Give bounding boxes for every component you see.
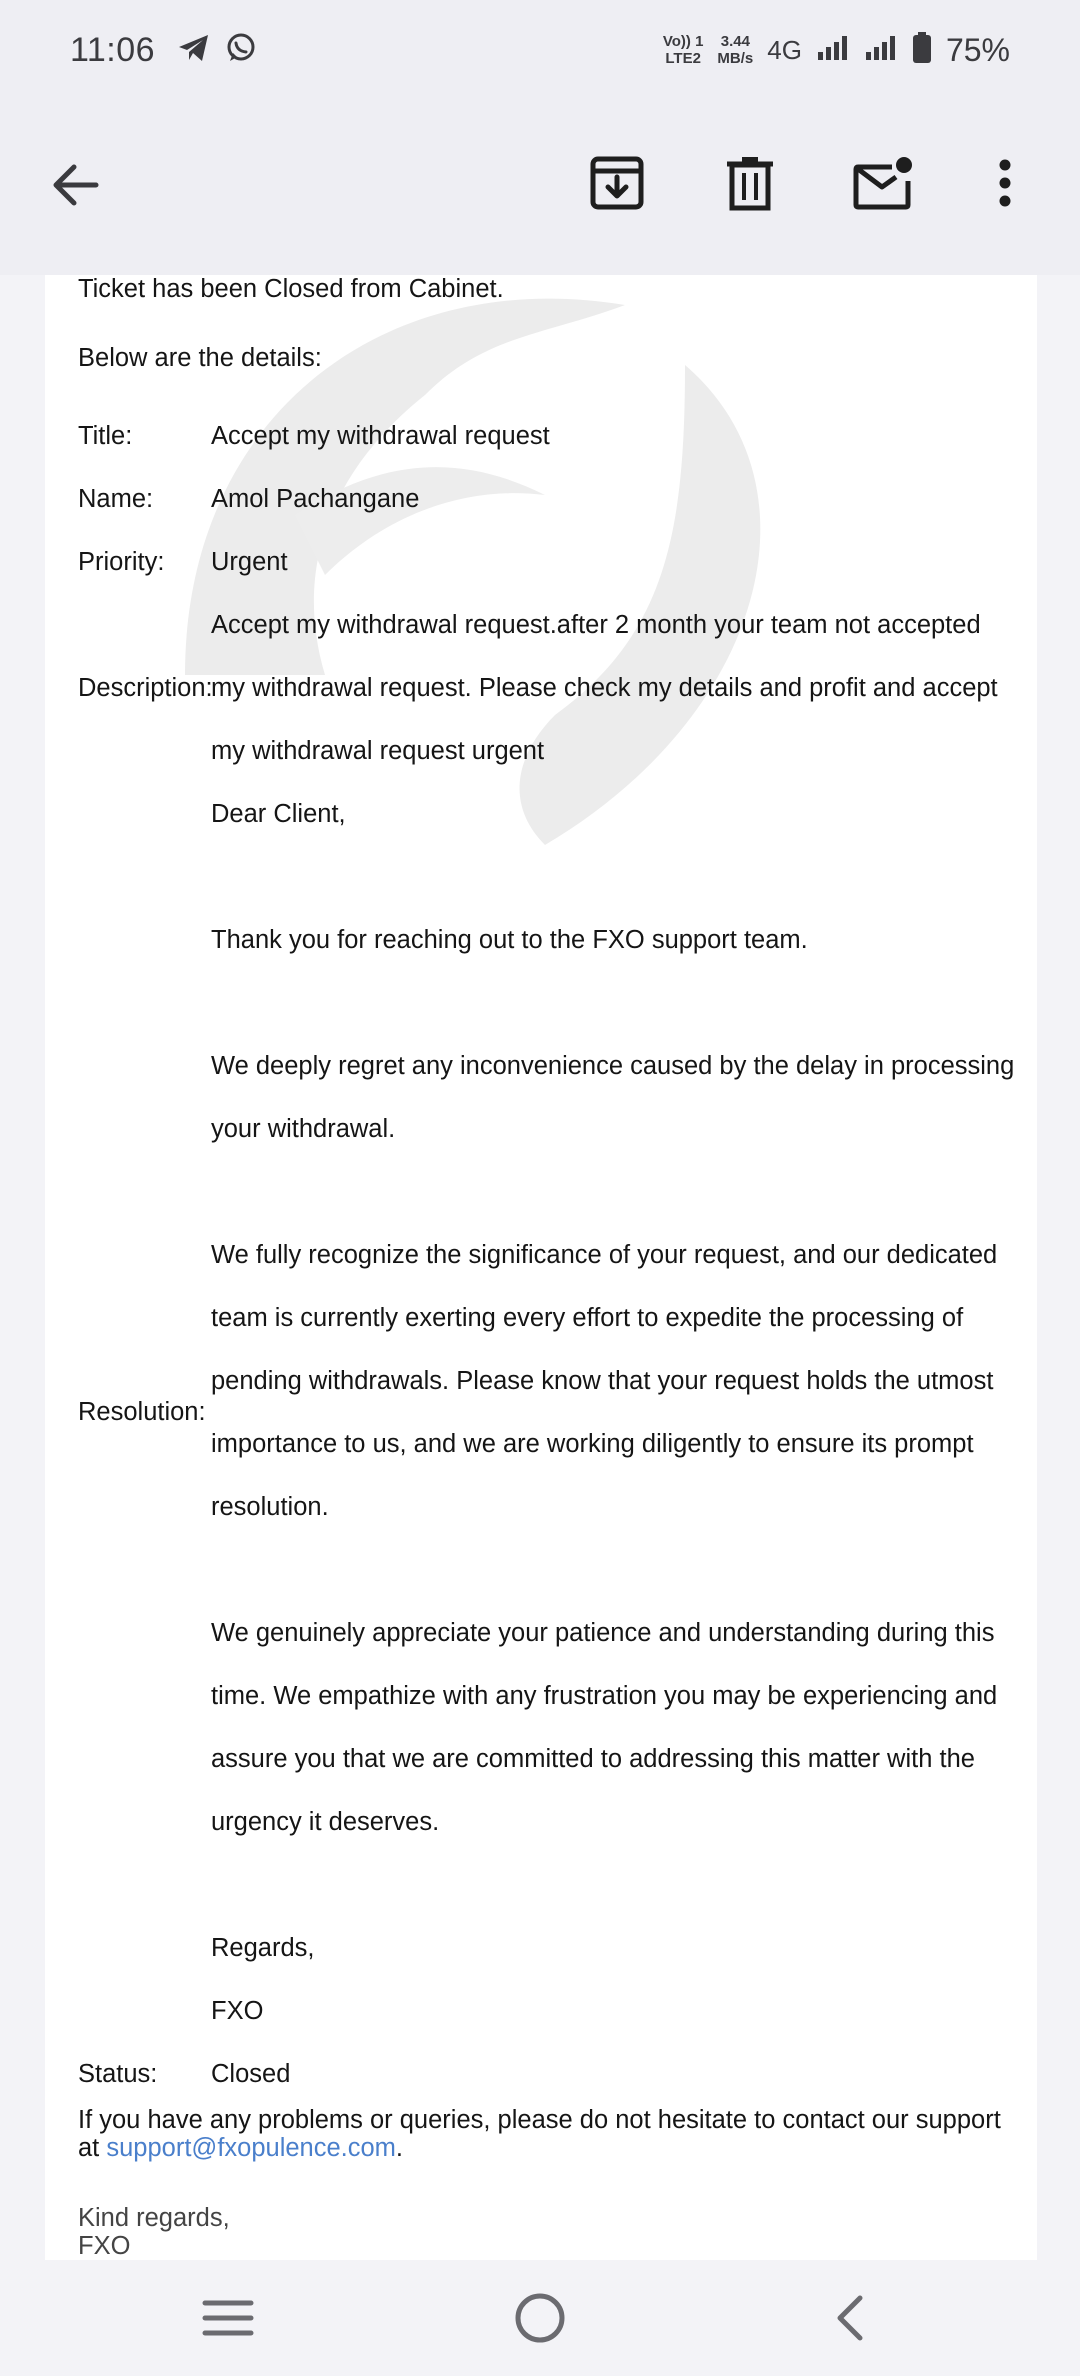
more-options-button[interactable] [985,148,1025,218]
footer-period: . [395,2134,404,2162]
home-button[interactable] [505,2285,575,2351]
telegram-icon [177,33,211,68]
resolution-line: We genuinely appreciate your patience and understanding during this [211,1619,995,1647]
description-line: my withdrawal request. Please check my details and profit and accept [211,674,998,702]
intro-text: Ticket has been Closed from Cabinet. [78,275,504,303]
status-value: Closed [211,2060,291,2088]
resolution-line: Regards, [211,1934,315,1962]
delete-icon [725,155,775,211]
support-email-link[interactable]: support@fxopulence.com [106,2134,396,2162]
description-line: my withdrawal request urgent [211,737,545,765]
battery-icon [912,32,932,69]
recents-icon [202,2298,254,2338]
status-bar [0,0,1080,100]
resolution-line: assure you that we are committed to addressing this matter with the [211,1745,975,1773]
priority-label: Priority: [78,548,165,576]
volte-indicator: Vo)) 1 LTE2 [662,33,704,67]
resolution-line: We deeply regret any inconvenience caused by the delay in processing [211,1052,1015,1080]
priority-value: Urgent [211,548,288,576]
resolution-line: your withdrawal. [211,1115,396,1143]
title-value: Accept my withdrawal request [211,422,550,450]
signoff: Kind regards, [78,2204,230,2232]
description-label: Description: [78,674,213,702]
name-value: Amol Pachangane [211,485,420,513]
footer-text: If you have any problems or queries, please do not hesitate to contact our support [78,2106,1001,2134]
recents-button[interactable] [190,2288,266,2348]
signal-icon [864,34,898,67]
signal-icon [816,34,850,67]
status-time: 11:06 [70,30,156,69]
mark-unread-icon [852,155,914,211]
resolution-line: We fully recognize the significance of your request, and our dedicated [211,1241,998,1269]
name-label: Name: [78,485,154,513]
archive-icon [589,155,645,211]
network-type: 4G [767,34,802,65]
resolution-line: time. We empathize with any frustration you may be experiencing and [211,1682,998,1710]
network-speed: 3.44 MB/s [717,33,754,67]
email-body [45,275,1037,2260]
mark-unread-button[interactable] [845,148,921,218]
footer-contact [78,2134,403,2163]
email-app-bar [0,100,1080,275]
back-arrow-icon [50,163,100,207]
resolution-line: Thank you for reaching out to the FXO support team. [211,926,808,954]
back-icon [832,2294,868,2342]
back-button[interactable] [40,150,110,220]
resolution-line: importance to us, and we are working diligently to ensure its prompt [211,1430,974,1458]
resolution-line: urgency it deserves. [211,1808,440,1836]
resolution-line: team is currently exerting every effort to expedite the processing of [211,1304,964,1332]
whatsapp-icon [225,32,257,69]
details-heading: Below are the details: [78,344,322,372]
resolution-line: resolution. [211,1493,329,1521]
resolution-line: Dear Client, [211,800,346,828]
description-line: Accept my withdrawal request.after 2 month your team not accepted [211,611,981,639]
archive-button[interactable] [582,148,652,218]
status-label: Status: [78,2060,158,2088]
delete-button[interactable] [715,148,785,218]
signoff-name: FXO [78,2232,131,2260]
footer-at: at [78,2134,100,2162]
home-icon [514,2292,566,2344]
title-label: Title: [78,422,133,450]
battery-level: 75% [945,31,1010,68]
resolution-line: FXO [211,1997,264,2025]
resolution-label: Resolution: [78,1398,206,1426]
nav-back-button[interactable] [820,2285,880,2351]
more-options-icon [998,158,1012,208]
system-nav-bar [0,2260,1080,2376]
resolution-line: pending withdrawals. Please know that your request holds the utmost [211,1367,994,1395]
